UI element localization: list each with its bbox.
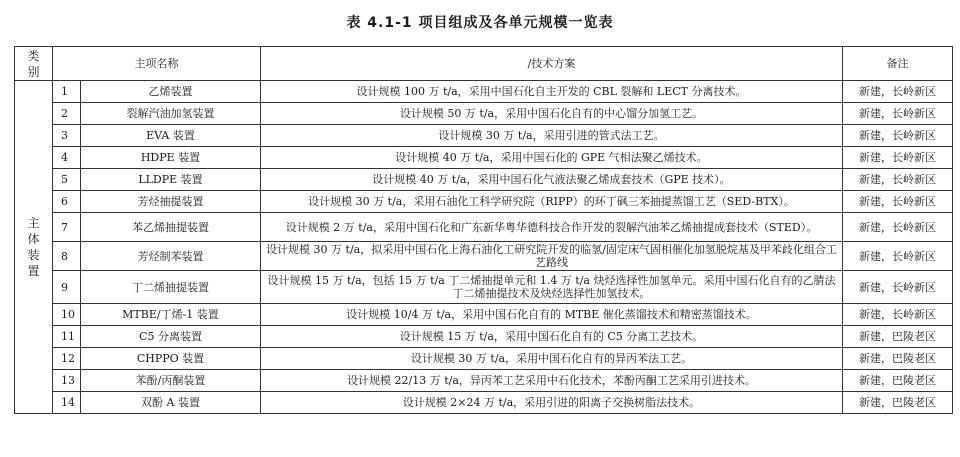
- item-name: 丁二烯抽提装置: [81, 271, 261, 304]
- item-name: 苯乙烯抽提装置: [81, 213, 261, 242]
- row-number: 11: [53, 326, 81, 348]
- tech-scheme: 设计规模 40 万 t/a，采用中国石化的 GPE 气相法聚乙烯技术。: [261, 147, 843, 169]
- tech-scheme: 设计规模 15 万 t/a，包括 15 万 t/a 丁二烯抽提单元和 1.4 万 t/a 炔烃选择性加氢单元。采用中国石化自有的乙腈法丁二烯抽提技术及炔烃选择性加氢技术。: [261, 271, 843, 304]
- table-row: [15, 348, 953, 370]
- tech-scheme: 设计规模 10/4 万 t/a，采用中国石化自有的 MTBE 催化蒸馏技术和精密蒸馏技术。: [261, 304, 843, 326]
- table-title: 表 4.1-1 项目组成及各单元规模一览表: [346, 15, 614, 31]
- table-row: [15, 213, 953, 242]
- item-name: MTBE/丁烯-1 装置: [81, 304, 261, 326]
- note: 新建，长岭新区: [843, 103, 953, 125]
- project-composition-table: [14, 46, 953, 414]
- table-row: [15, 103, 953, 125]
- table-row: [15, 81, 953, 103]
- item-name: 双酚 A 装置: [81, 392, 261, 414]
- row-number: 2: [53, 103, 81, 125]
- row-number: 14: [53, 392, 81, 414]
- header-item-name: 主项名称: [53, 47, 261, 81]
- header-note: 备注: [843, 47, 953, 81]
- tech-scheme: 设计规模 30 万 t/a，采用引进的管式法工艺。: [261, 125, 843, 147]
- table-row: [15, 326, 953, 348]
- note: 新建，长岭新区: [843, 81, 953, 103]
- note: 新建，长岭新区: [843, 125, 953, 147]
- item-name: 裂解汽油加氢装置: [81, 103, 261, 125]
- table-row: [15, 147, 953, 169]
- tech-scheme: 设计规模 30 万 t/a，采用中国石化自有的异丙苯法工艺。: [261, 348, 843, 370]
- category-cell: 主体装置: [15, 81, 53, 414]
- item-name: CHPPO 装置: [81, 348, 261, 370]
- row-number: 6: [53, 191, 81, 213]
- table-row: [15, 191, 953, 213]
- item-name: 芳烃制苯装置: [81, 242, 261, 271]
- note: 新建，长岭新区: [843, 147, 953, 169]
- note: 新建，长岭新区: [843, 169, 953, 191]
- row-number: 3: [53, 125, 81, 147]
- note: 新建，长岭新区: [843, 271, 953, 304]
- item-name: 芳烃抽提装置: [81, 191, 261, 213]
- note: 新建，长岭新区: [843, 242, 953, 271]
- tech-scheme: 设计规模 40 万 t/a，采用中国石化气液法聚乙烯成套技术（GPE 技术）。: [261, 169, 843, 191]
- table-row: [15, 392, 953, 414]
- tech-scheme: 设计规模 30 万 t/a，采用石油化工科学研究院（RIPP）的环丁砜三苯抽提蒸馏工艺（SED-BTX）。: [261, 191, 843, 213]
- item-name: HDPE 装置: [81, 147, 261, 169]
- note: 新建，长岭新区: [843, 191, 953, 213]
- header-category: 类别: [15, 47, 53, 81]
- note: 新建，巴陵老区: [843, 392, 953, 414]
- tech-scheme: 设计规模 15 万 t/a，采用中国石化自有的 C5 分离工艺技术。: [261, 326, 843, 348]
- row-number: 8: [53, 242, 81, 271]
- header-row: [15, 47, 953, 81]
- item-name: LLDPE 装置: [81, 169, 261, 191]
- row-number: 12: [53, 348, 81, 370]
- item-name: C5 分离装置: [81, 326, 261, 348]
- table-row: [15, 125, 953, 147]
- tech-scheme: 设计规模 2×24 万 t/a，采用引进的阳离子交换树脂法技术。: [261, 392, 843, 414]
- item-name: 苯酚/丙酮装置: [81, 370, 261, 392]
- note: 新建，巴陵老区: [843, 348, 953, 370]
- tech-scheme: 设计规模 100 万 t/a，采用中国石化自主开发的 CBL 裂解和 LECT 分离技术。: [261, 81, 843, 103]
- tech-scheme: 设计规模 2 万 t/a，采用中国石化和广东新华粤华德科技合作开发的裂解汽油苯乙烯抽提成套技术（STED）。: [261, 213, 843, 242]
- table-row: [15, 370, 953, 392]
- note: 新建，巴陵老区: [843, 370, 953, 392]
- note: 新建，巴陵老区: [843, 326, 953, 348]
- table-row: [15, 242, 953, 271]
- note: 新建，长岭新区: [843, 304, 953, 326]
- row-number: 1: [53, 81, 81, 103]
- item-name: EVA 装置: [81, 125, 261, 147]
- table-row: [15, 271, 953, 304]
- tech-scheme: 设计规模 30 万 t/a，拟采用中国石化上海石油化工研究院开发的临氢/固定床气固相催化加氢脱烷基及甲苯歧化组合工艺路线: [261, 242, 843, 271]
- tech-scheme: 设计规模 50 万 t/a，采用中国石化自有的中心馏分加氢工艺。: [261, 103, 843, 125]
- row-number: 4: [53, 147, 81, 169]
- tech-scheme: 设计规模 22/13 万 t/a，异丙苯工艺采用中石化技术，苯酚丙酮工艺采用引进技术。: [261, 370, 843, 392]
- header-scheme: /技术方案: [261, 47, 843, 81]
- row-number: 9: [53, 271, 81, 304]
- row-number: 13: [53, 370, 81, 392]
- row-number: 10: [53, 304, 81, 326]
- row-number: 7: [53, 213, 81, 242]
- row-number: 5: [53, 169, 81, 191]
- note: 新建，长岭新区: [843, 213, 953, 242]
- table-row: [15, 169, 953, 191]
- item-name: 乙烯装置: [81, 81, 261, 103]
- table-row: [15, 304, 953, 326]
